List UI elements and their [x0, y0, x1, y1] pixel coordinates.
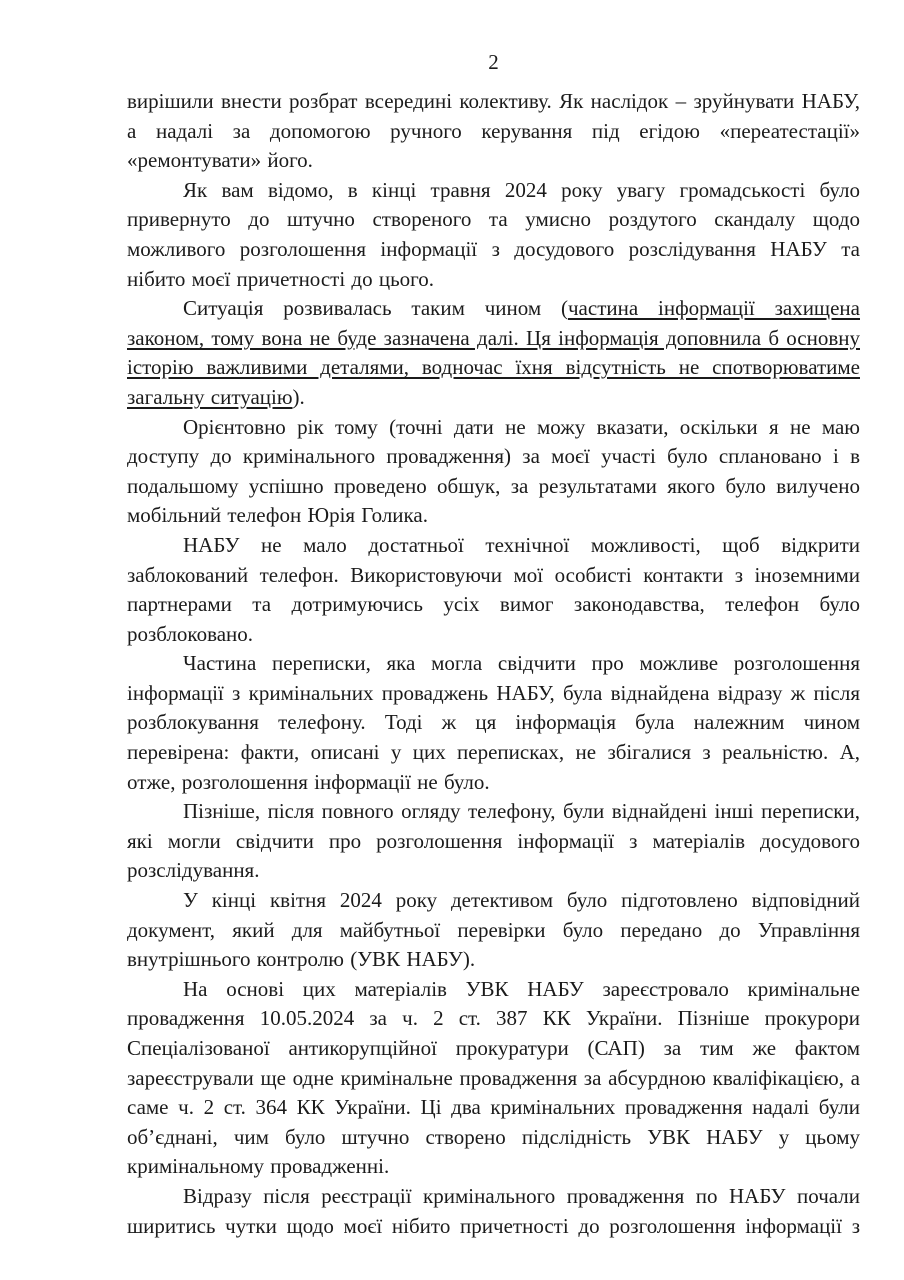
- text-segment: Частина переписки, яка могла свідчити про можливе розголошення інформації з кримінальних проваджень НАБУ, була віднайдена відразу ж після розблокування телефону. Тоді ж ця інформація була належним чином перевірена: факти, описані у цих переписках, не збігалися з реальністю. А, отже, розголошення інформації не було.: [127, 651, 860, 794]
- text-segment: Як вам відомо, в кінці травня 2024 року увагу громадськості було привернуто до штучно створеного та умисно роздутого скандалу щодо можливого розголошення інформації з досудового розслідування НАБУ та нібито моєї причетності до цього.: [127, 177, 860, 291]
- text-segment: вирішили внести розбрат всередині колективу. Як наслідок – зруйнувати НАБУ, а надалі за допомогою ручного керування під егідою «переатестації» «ремонтувати» його.: [127, 89, 860, 173]
- text-segment: Ситуація розвивалась таким чином (: [183, 296, 568, 321]
- paragraph: [127, 294, 860, 412]
- paragraph: [127, 1182, 860, 1241]
- paragraph: [127, 975, 860, 1182]
- paragraph: [127, 87, 860, 176]
- page-number: 2: [488, 50, 499, 74]
- text-segment: ).: [292, 384, 305, 409]
- text-segment: Пізніше, після повного огляду телефону, були віднайдені інші переписки, які могли свідчити про розголошення інформації з матеріалів досудового розслідування.: [127, 799, 860, 883]
- paragraph: [127, 886, 860, 975]
- paragraph: [127, 797, 860, 886]
- text-segment: Відразу після реєстрації кримінального провадження по НАБУ почали ширитись чутки щодо моєї нібито причетності до розголошення інформації з: [127, 1183, 860, 1238]
- underlined-text-segment: частина інформації захищена законом, тому вона не буде зазначена далі. Ця інформація доповнила б основну історію важливими деталями, водночас їхня відсутність не спотворюватиме загальну ситуацію: [127, 296, 860, 409]
- text-segment: У кінці квітня 2024 року детективом було підготовлено відповідний документ, який для майбутньої перевірки було передано до Управління внутрішнього контролю (УВК НАБУ).: [127, 888, 860, 972]
- text-segment: На основі цих матеріалів УВК НАБУ зареєстровало кримінальне провадження 10.05.2024 за ч. 2 ст. 387 КК України. Пізніше прокурори Спеціалізованої антикорупційної прокуратури (САП) за тим же фактом зареєстрували ще одне кримінальне провадження за абсурдною кваліфікацією, а саме ч. 2 ст. 364 КК України. Ці два кримінальних провадження надалі були об’єднані, чим було штучно створено підслідність УВК НАБУ у цьому кримінальному провадженні.: [127, 976, 860, 1179]
- paragraph: [127, 649, 860, 797]
- document-body: [127, 87, 860, 1241]
- paragraph: [127, 413, 860, 531]
- paragraph: [127, 531, 860, 649]
- paragraph: [127, 176, 860, 294]
- text-segment: Орієнтовно рік тому (точні дати не можу вказати, оскільки я не маю доступу до кримінального провадження) за моєї участі було сплановано і в подальшому успішно проведено обшук, за результатами якого було вилучено мобільний телефон Юрія Голика.: [127, 414, 860, 528]
- text-segment: НАБУ не мало достатньої технічної можливості, щоб відкрити заблокований телефон. Використовуючи мої особисті контакти з іноземними партнерами та дотримуючись усіх вимог законодавства, телефон було розблоковано.: [127, 532, 860, 646]
